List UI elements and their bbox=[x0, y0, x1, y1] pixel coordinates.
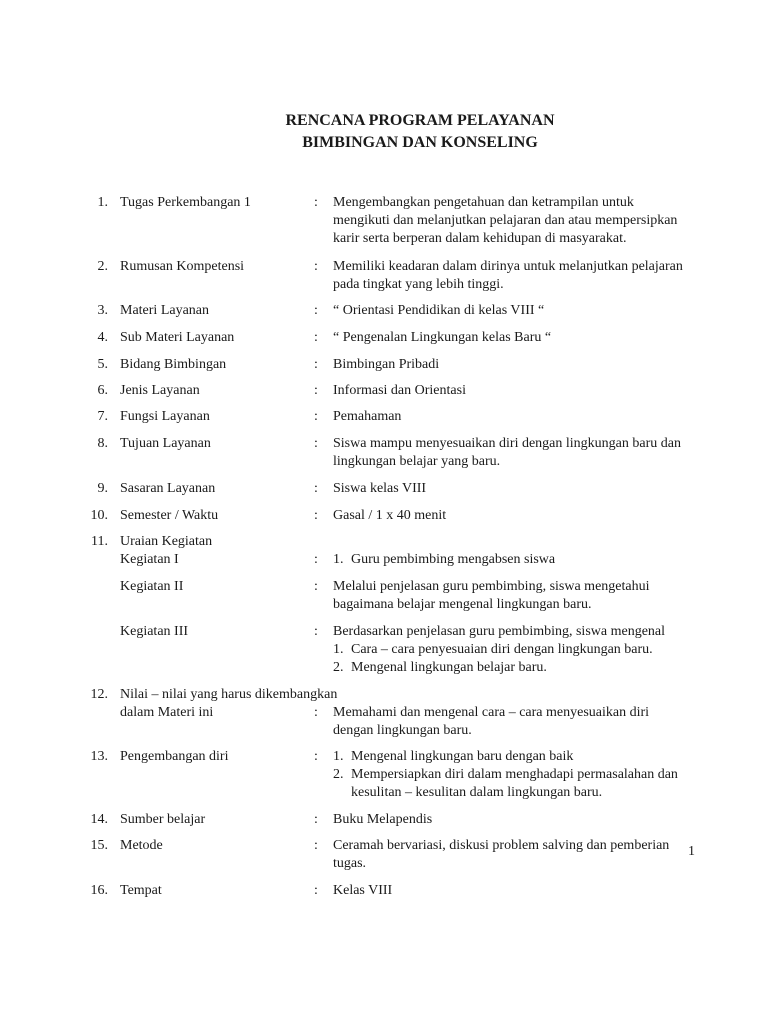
item-colon: : bbox=[314, 481, 318, 496]
item-label: Sasaran Layanan bbox=[120, 481, 216, 496]
sub-item-text: Guru pembimbing mengabsen siswa bbox=[351, 552, 556, 567]
sub-item-number: 1. bbox=[333, 552, 344, 567]
item-value-line: Informasi dan Orientasi bbox=[333, 383, 466, 398]
sub-item-number: 1. bbox=[333, 749, 344, 764]
kegiatan-label: Kegiatan I bbox=[120, 552, 179, 567]
sub-item-text: Mengenal lingkungan belajar baru. bbox=[351, 660, 547, 675]
item-colon: : bbox=[314, 195, 318, 210]
item-value-line: karir serta berperan dalam kehidupan di masyarakat. bbox=[333, 231, 627, 246]
item-number: 8. bbox=[97, 436, 108, 451]
item-label: Metode bbox=[120, 838, 163, 853]
sub-item-number: 1. bbox=[333, 642, 344, 657]
item-number: 6. bbox=[97, 383, 108, 398]
item-number: 16. bbox=[90, 883, 108, 898]
sub-item-number: 2. bbox=[333, 660, 344, 675]
item-label: Sumber belajar bbox=[120, 812, 206, 827]
sub-item-text: Cara – cara penyesuaian diri dengan lingkungan baru. bbox=[351, 642, 653, 657]
item-value-line: bagaimana belajar mengenal lingkungan baru. bbox=[333, 597, 592, 612]
item-label: Tugas Perkembangan 1 bbox=[120, 195, 251, 210]
item-value-line: Mengembangkan pengetahuan dan ketrampilan untuk bbox=[333, 195, 634, 210]
sub-item-text: kesulitan – kesulitan dalam lingkungan baru. bbox=[351, 785, 603, 800]
item-colon: : bbox=[314, 624, 318, 639]
item-value-line: Berdasarkan penjelasan guru pembimbing, siswa mengenal bbox=[333, 624, 666, 639]
item-value-line: dengan lingkungan baru. bbox=[333, 723, 472, 738]
sub-item-number: 2. bbox=[333, 767, 344, 782]
item-colon: : bbox=[314, 303, 318, 318]
item-colon: : bbox=[314, 579, 318, 594]
item-value-line: Pemahaman bbox=[333, 409, 402, 424]
item-colon: : bbox=[314, 259, 318, 274]
item-colon: : bbox=[314, 705, 318, 720]
item-colon: : bbox=[314, 552, 318, 567]
item-number: 15. bbox=[90, 838, 108, 853]
item-label: Tujuan Layanan bbox=[120, 436, 211, 451]
sub-item-text: Mempersiapkan diri dalam menghadapi permasalahan dan bbox=[351, 767, 678, 782]
item-value-line: mengikuti dan melanjutkan pelajaran dan atau mempersipkan bbox=[333, 213, 678, 228]
item-value-line: Bimbingan Pribadi bbox=[333, 357, 440, 372]
item-colon: : bbox=[314, 883, 318, 898]
item-number: 11. bbox=[91, 534, 108, 549]
item-colon: : bbox=[314, 409, 318, 424]
item-colon: : bbox=[314, 436, 318, 451]
item-label: dalam Materi ini bbox=[120, 705, 214, 720]
item-number: 14. bbox=[90, 812, 108, 827]
item-label: Tempat bbox=[120, 883, 162, 898]
item-label: Semester / Waktu bbox=[120, 508, 219, 523]
item-value-line: Kelas VIII bbox=[333, 883, 393, 898]
item-number: 3. bbox=[97, 303, 108, 318]
item-value-line: lingkungan belajar yang baru. bbox=[333, 454, 501, 469]
item-value-line: Gasal / 1 x 40 menit bbox=[333, 508, 447, 523]
item-value-line: Ceramah bervariasi, diskusi problem salving dan pemberian bbox=[333, 838, 670, 853]
item-colon: : bbox=[314, 508, 318, 523]
document-title-line2: BIMBINGAN DAN KONSELING bbox=[302, 134, 538, 151]
item-colon: : bbox=[314, 383, 318, 398]
item-value-line: Memahami dan mengenal cara – cara menyesuaikan diri bbox=[333, 705, 650, 720]
item-number: 9. bbox=[97, 481, 108, 496]
item-number: 2. bbox=[97, 259, 108, 274]
item-value-line: “ Orientasi Pendidikan di kelas VIII “ bbox=[333, 303, 545, 318]
item-label: Sub Materi Layanan bbox=[120, 330, 235, 345]
item-value-line: “ Pengenalan Lingkungan kelas Baru “ bbox=[333, 330, 552, 345]
page-number: 1 bbox=[688, 844, 695, 859]
item-value-line: Siswa mampu menyesuaikan diri dengan lingkungan baru dan bbox=[333, 436, 681, 451]
sub-item-text: Mengenal lingkungan baru dengan baik bbox=[351, 749, 574, 764]
item-number: 4. bbox=[97, 330, 108, 345]
item-colon: : bbox=[314, 749, 318, 764]
item-heading: Nilai – nilai yang harus dikembangkan bbox=[120, 687, 338, 702]
kegiatan-label: Kegiatan III bbox=[120, 624, 189, 639]
item-label: Materi Layanan bbox=[120, 303, 210, 318]
item-number: 10. bbox=[90, 508, 108, 523]
item-value-line: pada tingkat yang lebih tinggi. bbox=[333, 277, 504, 292]
item-colon: : bbox=[314, 812, 318, 827]
item-label: Jenis Layanan bbox=[120, 383, 200, 398]
item-number: 1. bbox=[97, 195, 108, 210]
item-colon: : bbox=[314, 357, 318, 372]
item-colon: : bbox=[314, 838, 318, 853]
item-number: 7. bbox=[97, 409, 108, 424]
kegiatan-label: Kegiatan II bbox=[120, 579, 184, 594]
item-label: Bidang Bimbingan bbox=[120, 357, 227, 372]
item-number: 13. bbox=[90, 749, 108, 764]
item-value-line: Melalui penjelasan guru pembimbing, siswa mengetahui bbox=[333, 579, 650, 594]
item-colon: : bbox=[314, 330, 318, 345]
item-value-line: Memiliki keadaran dalam dirinya untuk melanjutkan pelajaran bbox=[333, 259, 683, 274]
item-number: 5. bbox=[97, 357, 108, 372]
item-label: Rumusan Kompetensi bbox=[120, 259, 245, 274]
item-value-line: Siswa kelas VIII bbox=[333, 481, 427, 496]
item-value-line: tugas. bbox=[333, 856, 367, 871]
item-label: Pengembangan diri bbox=[120, 749, 229, 764]
item-number: 12. bbox=[90, 687, 108, 702]
item-heading: Uraian Kegiatan bbox=[120, 534, 213, 549]
document-title-line1: RENCANA PROGRAM PELAYANAN bbox=[285, 112, 555, 129]
item-value-line: Buku Melapendis bbox=[333, 812, 433, 827]
item-label: Fungsi Layanan bbox=[120, 409, 210, 424]
